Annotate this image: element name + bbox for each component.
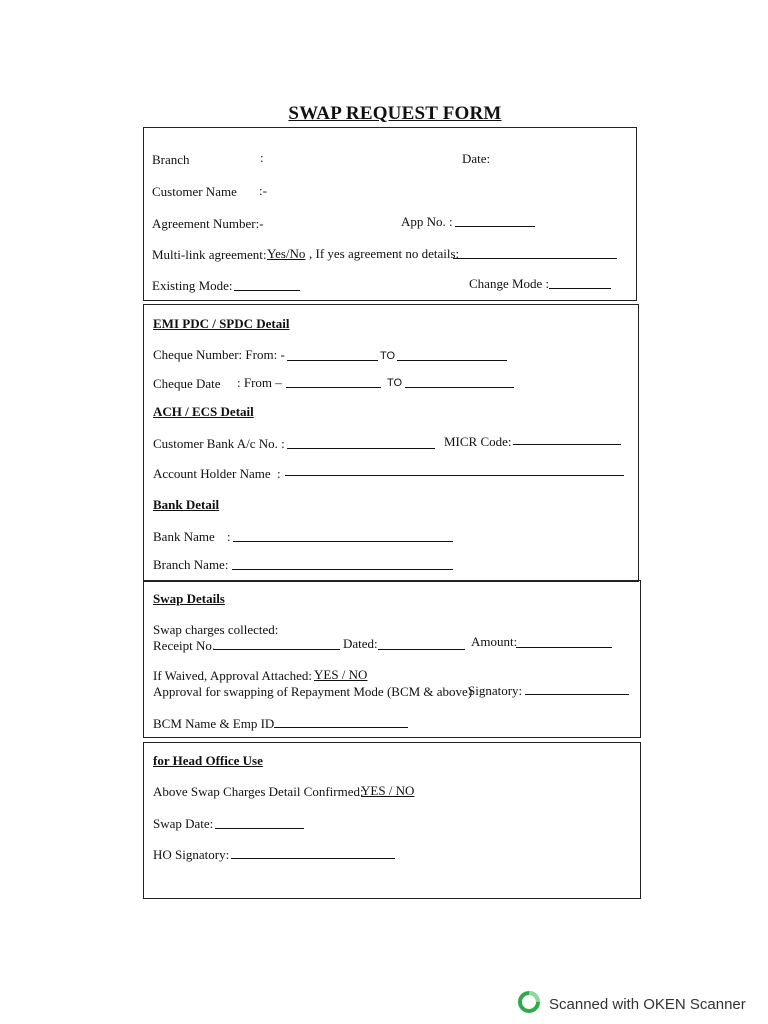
multilink-tail: , If yes agreement no details: [309,246,460,261]
customer-name-colon: :- [259,183,267,198]
multilink-details-field[interactable] [453,258,617,259]
customer-bank-ac-label: Customer Bank A/c No. : [153,436,285,451]
date-label: Date: [462,151,491,166]
cheque-date-label: Cheque Date [153,376,221,391]
signatory-label: Signatory: [468,683,523,698]
branch-name-label: Branch Name: [153,557,229,572]
branch-label: Branch [152,152,190,167]
account-holder-field[interactable] [285,475,624,476]
bank-name-field[interactable] [233,541,453,542]
form-title: SWAP REQUEST FORM [288,103,502,124]
receipt-no-field[interactable] [214,649,340,650]
receipt-no-label: Receipt No. [153,638,216,653]
multilink-label: Multi-link agreement: [152,247,267,262]
confirmed-options[interactable]: YES / NO [361,783,415,798]
cheque-number-from-field[interactable] [287,360,378,361]
bank-heading: Bank Detail [153,497,220,512]
micr-field[interactable] [513,444,621,445]
oken-scanner-logo-icon [517,990,541,1019]
bcm-field[interactable] [274,727,408,728]
micr-label: MICR Code: [444,434,512,449]
cheque-date-to-label: TO [387,377,403,389]
signatory-field[interactable] [525,694,629,695]
account-holder-colon: : [277,466,281,481]
branch-colon: : [260,150,264,165]
cheque-date-to-field[interactable] [405,387,514,388]
existing-mode-label: Existing Mode: [152,278,233,293]
cheque-number-label: Cheque Number: From: - [153,347,285,362]
approval-label: Approval for swapping of Repayment Mode (BCM & above) [153,684,473,699]
ach-heading: ACH / ECS Detail [153,404,254,419]
swap-date-label: Swap Date: [153,816,214,831]
customer-bank-ac-field[interactable] [287,448,435,449]
cheque-date-from-field[interactable] [286,387,381,388]
scanner-text: Scanned with OKEN Scanner [549,996,746,1013]
bank-name-colon: : [227,529,231,544]
bcm-label: BCM Name & Emp ID [153,716,275,731]
multilink-options[interactable]: Yes/No [267,246,306,261]
dated-label: Dated: [343,636,378,651]
swap-date-field[interactable] [215,828,304,829]
ho-signatory-label: HO Signatory: [153,847,230,862]
cheque-number-to-field[interactable] [397,360,507,361]
dated-field[interactable] [378,649,465,650]
waived-label: If Waived, Approval Attached: [153,668,313,683]
head-office-heading: for Head Office Use [153,753,263,768]
bank-name-label: Bank Name [153,529,215,544]
charges-collected-label: Swap charges collected: [153,622,279,637]
customer-name-label: Customer Name [152,184,237,199]
agreement-number-label: Agreement Number:- [152,216,264,231]
ho-signatory-field[interactable] [231,858,395,859]
account-holder-label: Account Holder Name [153,466,271,481]
scanner-watermark [517,990,746,1019]
confirmed-label: Above Swap Charges Detail Confirmed: [153,784,364,799]
app-no-field[interactable] [455,226,535,227]
customer-section [143,127,637,301]
swap-heading: Swap Details [153,591,225,606]
emi-heading: EMI PDC / SPDC Detail [153,316,290,331]
amount-label: Amount: [471,634,518,649]
change-mode-field[interactable] [549,288,611,289]
waived-options[interactable]: YES / NO [314,667,368,682]
cheque-date-from-label: : From – [237,375,282,390]
cheque-number-to-label: TO [380,350,396,362]
amount-field[interactable] [516,647,612,648]
branch-name-field[interactable] [232,569,453,570]
existing-mode-field[interactable] [234,290,300,291]
app-no-label: App No. : [401,214,453,229]
change-mode-label: Change Mode : [469,276,550,291]
